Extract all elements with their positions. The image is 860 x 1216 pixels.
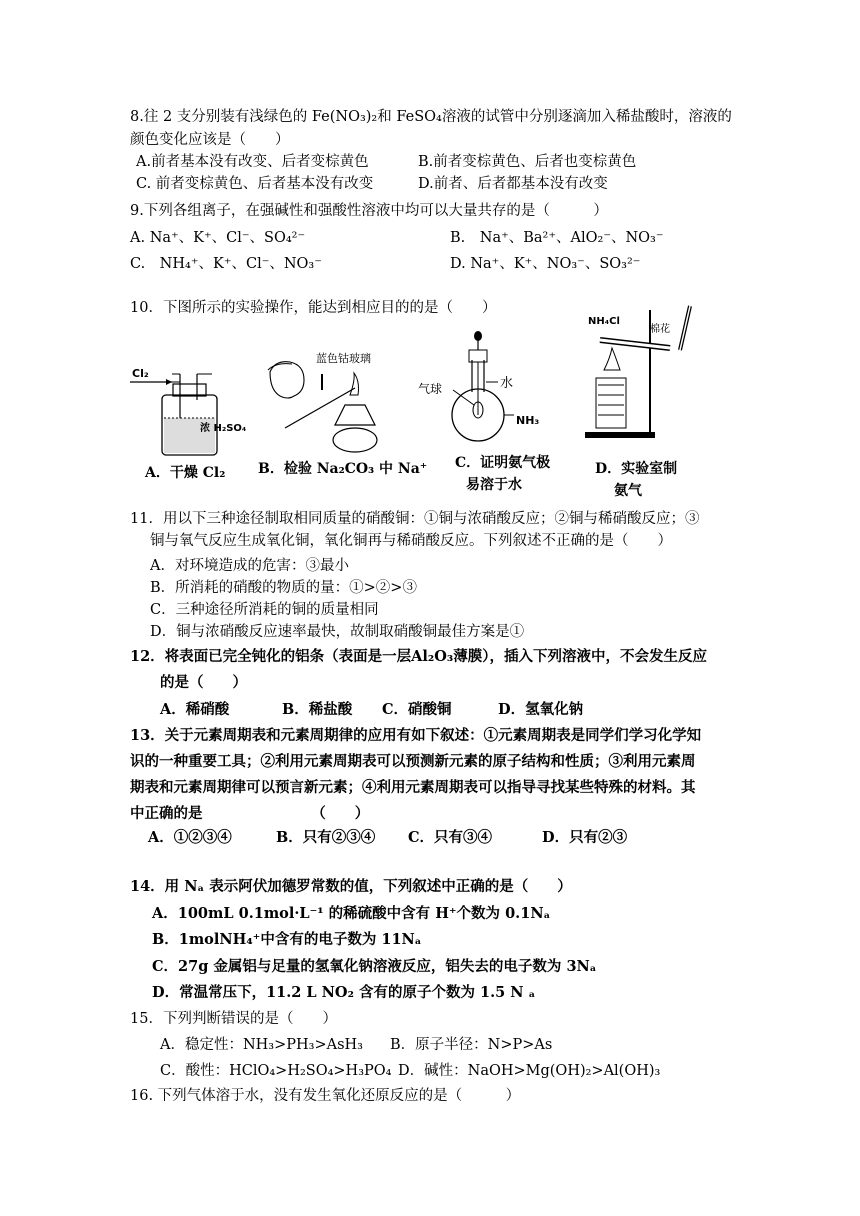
q9-option-a: A. Na⁺、K⁺、Cl⁻、SO₄²⁻	[130, 230, 306, 246]
q13-option-a: A．①②③④	[148, 829, 232, 846]
q12-option-c: C．硝酸铜	[382, 701, 452, 718]
q9-option-c: C. NH₄⁺、K⁺、Cl⁻、NO₃⁻	[130, 256, 322, 272]
q12-stem-line2: 的是（ ）	[160, 674, 247, 691]
q8-option-a: A.前者基本没有改变、后者变棕黄色	[136, 154, 369, 170]
q12-stem-line1: 12．将表面已完全钝化的铝条（表面是一层Al₂O₃薄膜），插入下列溶液中，不会发生反应	[130, 648, 708, 665]
q12-option-d: D．氢氧化钠	[498, 701, 584, 718]
q13-stem-line2: 识的一种重要工具；②利用元素周期表可以预测新元素的原子结构和性质；③利用元素周	[130, 753, 696, 770]
q8-option-b: B.前者变棕黄色、后者也变棕黄色	[418, 154, 637, 170]
q8-stem-line1: 8.往 2 支分别装有浅绿色的 Fe(NO₃)₂和 FeSO₄溶液的试管中分别逐滴加入稀盐酸时，溶液的	[130, 109, 732, 125]
q15-option-d: D．碱性：NaOH>Mg(OH)₂>Al(OH)₃	[398, 1063, 661, 1079]
q14-option-c: C．27g 金属铝与足量的氢氧化钠溶液反应，铝失去的电子数为 3Nₐ	[152, 958, 597, 975]
fig-label-balloon: 气球	[418, 382, 443, 396]
q10-caption-d1: D．实验室制	[595, 461, 678, 477]
q14-option-d: D．常温常压下，11.2 L NO₂ 含有的原子个数为 1.5 N ₐ	[152, 984, 536, 1001]
q11-stem-line1: 11．用以下三种途径制取相同质量的硝酸铜：①铜与浓硝酸反应；②铜与稀硝酸反应；③	[130, 511, 700, 527]
fig-label-cobalt-glass: 蓝色钴玻璃	[316, 352, 371, 365]
q10-caption-c2: 易溶于水	[466, 477, 522, 493]
q10-figure	[0, 300, 860, 500]
fig-label-h2so4: 浓 H₂SO₄	[200, 423, 247, 434]
q14-option-b: B．1molNH₄⁺中含有的电子数为 11Nₐ	[152, 931, 422, 948]
q10-caption-d2: 氨气	[614, 483, 642, 499]
q12-option-b: B．稀盐酸	[282, 701, 353, 718]
q13-option-c: C．只有③④	[408, 829, 493, 846]
fig-label-water: 水	[500, 376, 514, 391]
q15-option-c: C．酸性：HClO₄>H₂SO₄>H₃PO₄	[160, 1063, 392, 1079]
fountain-flask-icon	[418, 331, 539, 441]
q9-option-d: D. Na⁺、K⁺、NO₃⁻、SO₃²⁻	[450, 256, 641, 272]
q8-stem-line2: 颜色变化应该是（ ）	[130, 132, 290, 148]
q8-option-d: D.前者、后者都基本没有改变	[418, 176, 608, 192]
q11-stem-line2: 铜与氧气反应生成氧化铜，氧化铜再与稀硝酸反应。下列叙述不正确的是（ ）	[150, 533, 672, 549]
q10-caption-b: B．检验 Na₂CO₃ 中 Na⁺	[258, 461, 428, 477]
q11-option-d: D．铜与浓硝酸反应速率最快，故制取硝酸铜最佳方案是①	[150, 624, 525, 640]
fig-label-nh4cl: NH₄Cl	[588, 316, 620, 327]
q13-stem-line4: 中正确的是 （ ）	[130, 805, 370, 822]
gas-washing-bottle-icon	[130, 367, 246, 455]
q11-option-b: B．所消耗的硝酸的物质的量：①>②>③	[150, 580, 417, 596]
q16-stem: 16. 下列气体溶于水，没有发生氧化还原反应的是（ ）	[130, 1088, 521, 1104]
q14-stem: 14．用 Nₐ 表示阿伏加德罗常数的值，下列叙述中正确的是（ ）	[130, 878, 572, 895]
q9-option-b: B. Na⁺、Ba²⁺、AlO₂⁻、NO₃⁻	[450, 230, 664, 246]
fig-label-nh3: NH₃	[516, 414, 540, 427]
fig-label-cl2: Cl₂	[132, 367, 149, 380]
q8-option-c: C. 前者变棕黄色、后者基本没有改变	[136, 176, 374, 192]
q10-caption-c1: C．证明氨气极	[455, 455, 551, 471]
q15-stem: 15．下列判断错误的是（ ）	[130, 1011, 337, 1027]
q14-option-a: A．100mL 0.1mol·L⁻¹ 的稀硫酸中含有 H⁺个数为 0.1Nₐ	[152, 905, 551, 922]
q13-stem-line3: 期表和元素周期律可以预言新元素；④利用元素周期表可以指导寻找某些特殊的材料。其	[130, 779, 696, 796]
q11-option-a: A．对环境造成的危害：③最小	[150, 558, 349, 574]
ammonia-apparatus-icon	[585, 306, 690, 438]
q13-option-b: B．只有②③④	[276, 829, 376, 846]
q10-caption-a: A．干燥 Cl₂	[145, 465, 226, 481]
q15-option-a: A．稳定性：NH₃>PH₃>AsH₃	[160, 1037, 363, 1053]
fig-label-cotton: 棉花	[650, 324, 670, 335]
flame-test-icon	[268, 351, 377, 452]
q13-stem-line1: 13．关于元素周期表和元素周期律的应用有如下叙述：①元素周期表是同学们学习化学知	[130, 727, 702, 744]
q12-option-a: A．稀硝酸	[160, 701, 230, 718]
q11-option-c: C．三种途径所消耗的铜的质量相同	[150, 602, 379, 618]
q13-option-d: D．只有②③	[542, 829, 628, 846]
q15-option-b: B．原子半径：N>P>As	[390, 1037, 553, 1053]
q10-stem: 10．下图所示的实验操作，能达到相应目的的是（ ）	[130, 300, 497, 316]
q9-stem: 9.下列各组离子，在强碱性和强酸性溶液中均可以大量共存的是（ ）	[130, 203, 608, 219]
